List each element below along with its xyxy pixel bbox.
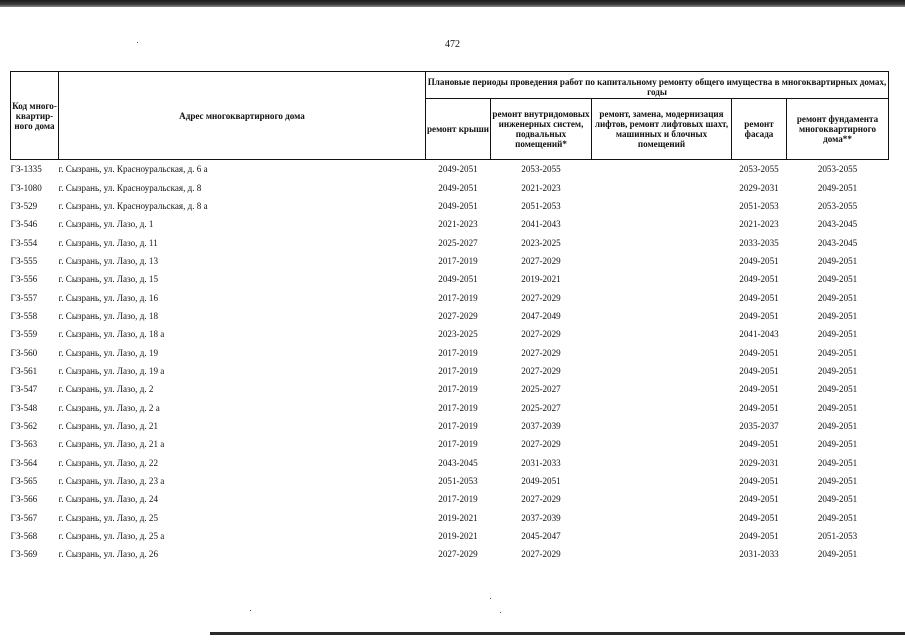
cell-engineering: 2025-2027 <box>521 384 561 395</box>
cell-address: г. Сызрань, ул. Лазо, д. 2 <box>58 384 154 395</box>
table-row <box>11 454 889 472</box>
repair-schedule-table <box>10 71 889 564</box>
cell-engineering: 2027-2029 <box>521 549 561 560</box>
cell-facade: 2049-2051 <box>739 255 779 266</box>
table-body <box>11 160 889 564</box>
cell-address: г. Сызрань, ул. Лазо, д. 15 <box>58 274 158 285</box>
cell-facade: 2049-2051 <box>739 494 779 505</box>
cell-elevators <box>592 160 732 179</box>
table-row <box>11 160 889 179</box>
cell-address: г. Сызрань, ул. Лазо, д. 18 а <box>58 329 165 340</box>
cell-address: г. Сызрань, ул. Лазо, д. 25 <box>58 512 158 523</box>
cell-facade: 2029-2031 <box>739 457 779 468</box>
cell-code: ГЗ-569 <box>10 549 38 560</box>
cell-roof: 2017-2019 <box>438 384 478 395</box>
cell-foundation: 2049-2051 <box>817 384 858 395</box>
header-roof: ремонт крыши <box>426 99 491 160</box>
cell-facade: 2033-2035 <box>739 237 779 248</box>
cell-roof: 2017-2019 <box>438 347 478 358</box>
header-address: Адрес многоквартирного дома <box>59 72 426 160</box>
cell-roof: 2027-2029 <box>438 549 478 560</box>
cell-code: ГЗ-559 <box>10 329 38 340</box>
cell-roof: 2025-2027 <box>438 237 478 248</box>
cell-facade: 2049-2051 <box>739 476 779 487</box>
table-row <box>11 233 889 251</box>
cell-foundation: 2049-2051 <box>817 310 858 321</box>
cell-code: ГЗ-563 <box>10 439 38 450</box>
cell-elevators <box>592 527 732 545</box>
cell-roof: 2049-2051 <box>438 200 478 211</box>
cell-facade: 2035-2037 <box>739 420 779 431</box>
table-row <box>11 398 889 416</box>
cell-elevators <box>592 343 732 361</box>
cell-engineering: 2027-2029 <box>521 292 561 303</box>
cell-engineering: 2021-2023 <box>521 182 561 193</box>
cell-address: г. Сызрань, ул. Лазо, д. 11 <box>58 237 158 248</box>
cell-roof: 2049-2051 <box>438 274 478 285</box>
cell-foundation: 2049-2051 <box>817 182 858 193</box>
cell-engineering: 2025-2027 <box>521 402 561 413</box>
cell-engineering: 2051-2053 <box>521 200 561 211</box>
cell-engineering: 2047-2049 <box>521 310 561 321</box>
cell-facade: 2049-2051 <box>739 292 779 303</box>
header-code: Код много-квартир-ного дома <box>11 72 59 160</box>
cell-roof: 2019-2021 <box>438 531 478 542</box>
cell-roof: 2021-2023 <box>438 219 478 230</box>
cell-engineering: 2049-2051 <box>521 476 561 487</box>
cell-code: ГЗ-567 <box>10 512 38 523</box>
cell-foundation: 2049-2051 <box>817 365 858 376</box>
cell-address: г. Сызрань, ул. Красноуральская, д. 6 а <box>58 164 208 175</box>
table-row <box>11 545 889 563</box>
cell-code: ГЗ-558 <box>10 310 38 321</box>
cell-facade: 2049-2051 <box>739 274 779 285</box>
cell-foundation: 2049-2051 <box>817 402 858 413</box>
cell-code: ГЗ-529 <box>10 200 38 211</box>
cell-facade: 2049-2051 <box>739 347 779 358</box>
cell-code: ГЗ-566 <box>10 494 38 505</box>
cell-foundation: 2049-2051 <box>817 347 858 358</box>
cell-roof: 2017-2019 <box>438 402 478 413</box>
table-row <box>11 527 889 545</box>
table-row <box>11 343 889 361</box>
cell-engineering: 2023-2025 <box>521 237 561 248</box>
cell-code: ГЗ-565 <box>10 476 38 487</box>
page-number: 472 <box>445 39 460 50</box>
cell-roof: 2019-2021 <box>438 512 478 523</box>
scan-speck <box>250 610 251 611</box>
table-row <box>11 417 889 435</box>
cell-address: г. Сызрань, ул. Красноуральская, д. 8 а <box>58 200 208 211</box>
table-row <box>11 435 889 453</box>
cell-elevators <box>592 490 732 508</box>
header-facade: ремонт фасада <box>732 99 787 160</box>
cell-engineering: 2027-2029 <box>521 255 561 266</box>
cell-elevators <box>592 472 732 490</box>
scan-edge-bottom <box>210 632 905 635</box>
cell-foundation: 2049-2051 <box>817 476 858 487</box>
cell-elevators <box>592 417 732 435</box>
cell-foundation: 2049-2051 <box>817 255 858 266</box>
cell-foundation: 2043-2045 <box>817 237 858 248</box>
cell-facade: 2049-2051 <box>739 365 779 376</box>
cell-elevators <box>592 233 732 251</box>
cell-roof: 2043-2045 <box>438 457 478 468</box>
table-row <box>11 197 889 215</box>
header-periods-group: Плановые периоды проведения работ по капитальному ремонту общего имущества в многоквартирных домах, годы <box>426 72 889 99</box>
cell-roof: 2017-2019 <box>438 420 478 431</box>
cell-address: г. Сызрань, ул. Лазо, д. 24 <box>58 494 158 505</box>
cell-elevators <box>592 197 732 215</box>
cell-roof: 2017-2019 <box>438 292 478 303</box>
table-row <box>11 307 889 325</box>
cell-engineering: 2037-2039 <box>521 512 561 523</box>
cell-code: ГЗ-555 <box>10 255 38 266</box>
table-row <box>11 178 889 196</box>
cell-address: г. Сызрань, ул. Лазо, д. 19 <box>58 347 158 358</box>
cell-code: ГЗ-556 <box>10 274 38 285</box>
cell-foundation: 2049-2051 <box>817 512 858 523</box>
cell-facade: 2049-2051 <box>739 402 779 413</box>
table-row <box>11 380 889 398</box>
cell-roof: 2049-2051 <box>438 182 478 193</box>
header-engineering: ремонт внутридомовых инженерных систем, подвальных помещений* <box>491 99 592 160</box>
table-row <box>11 509 889 527</box>
cell-address: г. Сызрань, ул. Лазо, д. 21 а <box>58 439 165 450</box>
cell-foundation: 2053-2055 <box>817 164 858 175</box>
cell-foundation: 2049-2051 <box>817 420 858 431</box>
scan-edge-top <box>0 0 905 7</box>
cell-facade: 2051-2053 <box>739 200 779 211</box>
cell-address: г. Сызрань, ул. Красноуральская, д. 8 <box>58 182 202 193</box>
cell-elevators <box>592 178 732 196</box>
cell-address: г. Сызрань, ул. Лазо, д. 1 <box>58 219 154 230</box>
cell-elevators <box>592 398 732 416</box>
header-elevators: ремонт, замена, модернизация лифтов, ремонт лифтовых шахт, машинных и блочных помещений <box>592 99 732 160</box>
cell-foundation: 2051-2053 <box>817 531 858 542</box>
table-row <box>11 472 889 490</box>
cell-code: ГЗ-562 <box>10 420 38 431</box>
cell-foundation: 2049-2051 <box>817 292 858 303</box>
cell-engineering: 2027-2029 <box>521 329 561 340</box>
cell-elevators <box>592 454 732 472</box>
table-row <box>11 215 889 233</box>
cell-elevators <box>592 307 732 325</box>
cell-code: ГЗ-557 <box>10 292 38 303</box>
cell-elevators <box>592 288 732 306</box>
cell-code: ГЗ-1335 <box>10 164 42 175</box>
table-row <box>11 490 889 508</box>
cell-facade: 2049-2051 <box>739 512 779 523</box>
cell-address: г. Сызрань, ул. Лазо, д. 18 <box>58 310 158 321</box>
cell-engineering: 2019-2021 <box>521 274 561 285</box>
cell-elevators <box>592 325 732 343</box>
cell-address: г. Сызрань, ул. Лазо, д. 22 <box>58 457 158 468</box>
cell-code: ГЗ-561 <box>10 365 38 376</box>
cell-roof: 2017-2019 <box>438 365 478 376</box>
cell-facade: 2031-2033 <box>739 549 779 560</box>
scan-speck <box>137 42 138 43</box>
cell-code: ГЗ-546 <box>10 219 38 230</box>
cell-address: г. Сызрань, ул. Лазо, д. 25 а <box>58 531 165 542</box>
cell-address: г. Сызрань, ул. Лазо, д. 21 <box>58 420 158 431</box>
cell-code: ГЗ-554 <box>10 237 38 248</box>
cell-roof: 2017-2019 <box>438 494 478 505</box>
cell-code: ГЗ-547 <box>10 384 38 395</box>
cell-code: ГЗ-568 <box>10 531 38 542</box>
cell-code: ГЗ-560 <box>10 347 38 358</box>
cell-engineering: 2037-2039 <box>521 420 561 431</box>
cell-code: ГЗ-564 <box>10 457 38 468</box>
cell-elevators <box>592 252 732 270</box>
cell-facade: 2053-2055 <box>739 164 779 175</box>
cell-address: г. Сызрань, ул. Лазо, д. 23 а <box>58 476 165 487</box>
table-row <box>11 325 889 343</box>
cell-elevators <box>592 509 732 527</box>
cell-roof: 2049-2051 <box>438 164 478 175</box>
cell-engineering: 2027-2029 <box>521 347 561 358</box>
cell-facade: 2049-2051 <box>739 439 779 450</box>
cell-engineering: 2041-2043 <box>521 219 561 230</box>
cell-address: г. Сызрань, ул. Лазо, д. 26 <box>58 549 158 560</box>
cell-facade: 2029-2031 <box>739 182 779 193</box>
header-foundation: ремонт фундамента многоквартирного дома** <box>787 99 889 160</box>
cell-elevators <box>592 362 732 380</box>
cell-foundation: 2049-2051 <box>817 457 858 468</box>
cell-foundation: 2043-2045 <box>817 219 858 230</box>
cell-engineering: 2027-2029 <box>521 439 561 450</box>
cell-facade: 2049-2051 <box>739 310 779 321</box>
table-row <box>11 270 889 288</box>
table-row <box>11 362 889 380</box>
cell-foundation: 2049-2051 <box>817 274 858 285</box>
cell-code: ГЗ-548 <box>10 402 38 413</box>
cell-address: г. Сызрань, ул. Лазо, д. 2 а <box>58 402 160 413</box>
cell-elevators <box>592 270 732 288</box>
cell-elevators <box>592 435 732 453</box>
cell-roof: 2051-2053 <box>438 476 478 487</box>
cell-engineering: 2027-2029 <box>521 365 561 376</box>
scan-speck <box>500 612 501 613</box>
table-header <box>11 72 889 160</box>
cell-elevators <box>592 545 732 563</box>
cell-elevators <box>592 380 732 398</box>
table-row <box>11 288 889 306</box>
cell-roof: 2017-2019 <box>438 255 478 266</box>
cell-foundation: 2049-2051 <box>817 549 858 560</box>
cell-code: ГЗ-1080 <box>10 182 42 193</box>
cell-engineering: 2031-2033 <box>521 457 561 468</box>
cell-facade: 2049-2051 <box>739 384 779 395</box>
cell-facade: 2021-2023 <box>739 219 779 230</box>
cell-facade: 2049-2051 <box>739 531 779 542</box>
cell-roof: 2027-2029 <box>438 310 478 321</box>
scan-speck <box>490 598 491 599</box>
cell-elevators <box>592 215 732 233</box>
table-row <box>11 252 889 270</box>
cell-engineering: 2045-2047 <box>521 531 561 542</box>
cell-facade: 2041-2043 <box>739 329 779 340</box>
cell-address: г. Сызрань, ул. Лазо, д. 13 <box>58 255 158 266</box>
cell-roof: 2017-2019 <box>438 439 478 450</box>
cell-foundation: 2049-2051 <box>817 494 858 505</box>
cell-address: г. Сызрань, ул. Лазо, д. 16 <box>58 292 158 303</box>
cell-foundation: 2049-2051 <box>817 439 858 450</box>
cell-foundation: 2049-2051 <box>817 329 858 340</box>
cell-foundation: 2053-2055 <box>817 200 858 211</box>
cell-engineering: 2053-2055 <box>521 164 561 175</box>
cell-roof: 2023-2025 <box>438 329 478 340</box>
cell-address: г. Сызрань, ул. Лазо, д. 19 а <box>58 365 165 376</box>
cell-engineering: 2027-2029 <box>521 494 561 505</box>
